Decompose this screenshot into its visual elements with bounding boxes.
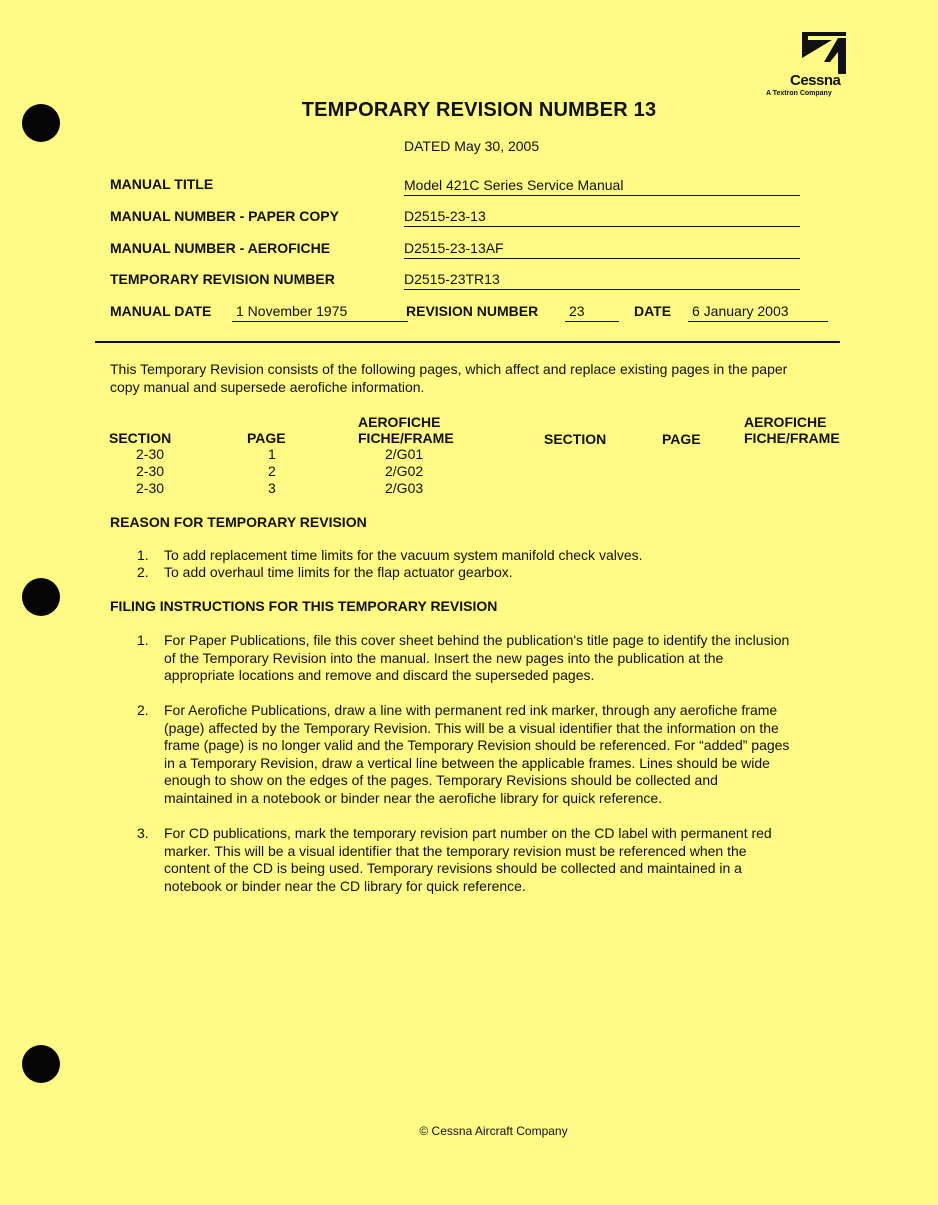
cell-frame: 2/G02: [385, 463, 424, 479]
cessna-logo-icon: [802, 32, 846, 74]
text-line: content of the CD is being used. Temporary revisions should be collected and maintained in a: [164, 860, 742, 876]
manual-title-value: Model 421C Series Service Manual: [404, 177, 800, 196]
cell-section: 2-30: [136, 446, 165, 462]
list-text: [164, 702, 789, 807]
manual-number-aerofiche-label: MANUAL NUMBER - AEROFICHE: [110, 240, 331, 256]
revision-number-value: 23: [565, 303, 619, 322]
text-line: appropriate locations and remove and discard the superseded pages.: [164, 667, 595, 683]
cell-page: 2: [268, 463, 276, 479]
logo-tagline: A Textron Company: [766, 90, 832, 97]
manual-title-label: MANUAL TITLE: [110, 176, 214, 192]
text-line: frame (page) is no longer valid and the Temporary Revision should be referenced. For “added” pages: [164, 737, 790, 753]
punch-hole-middle: [22, 578, 60, 616]
text-line: notebook or binder near the CD library for quick reference.: [164, 877, 526, 894]
cell-section: 2-30: [136, 463, 165, 479]
cell-page: 3: [268, 480, 276, 496]
manual-number-paper-label: MANUAL NUMBER - PAPER COPY: [110, 208, 339, 224]
list-text: To add replacement time limits for the vacuum system manifold check valves.: [164, 547, 643, 563]
list-number: 2.: [137, 564, 149, 580]
list-text: [164, 632, 789, 685]
text-line: For Aerofiche Publications, draw a line with permanent red ink marker, through any aerofiche frame: [164, 702, 778, 718]
date-label: DATE: [634, 303, 672, 319]
text-line: enough to show on the edges of the pages. Temporary Revisions should be collected and: [164, 772, 718, 788]
revision-number-label: REVISION NUMBER: [406, 303, 539, 319]
text-line: For CD publications, mark the temporary revision part number on the CD label with permanent red: [164, 825, 772, 841]
list-text: [164, 825, 772, 895]
col-header-page-right: PAGE: [662, 431, 701, 447]
dated-line: DATED May 30, 2005: [404, 138, 540, 154]
cessna-logo: [762, 30, 862, 102]
date-value: 6 January 2003: [688, 303, 828, 322]
col-header-page-left: PAGE: [247, 430, 286, 446]
cell-frame: 2/G01: [385, 446, 424, 462]
temp-revision-number-label: TEMPORARY REVISION NUMBER: [110, 271, 335, 287]
page-title: TEMPORARY REVISION NUMBER 13: [301, 99, 657, 121]
copyright: © Cessna Aircraft Company: [419, 1124, 568, 1138]
logo-brand: Cessna: [790, 72, 841, 89]
text-line: For Paper Publications, file this cover sheet behind the publication's title page to identify the inclusion: [164, 632, 790, 648]
text-line: of the Temporary Revision into the manual. Insert the new pages into the publication at the: [164, 649, 724, 666]
col-header-aerofiche-left-2: FICHE/FRAME: [358, 430, 454, 446]
text-line: maintained in a notebook or binder near the aerofiche library for quick reference.: [164, 789, 663, 806]
text-line: marker. This will be a visual identifier that the temporary revision must be referenced when the: [164, 842, 747, 859]
manual-number-aerofiche-value: D2515-23-13AF: [404, 240, 800, 259]
intro-paragraph: This Temporary Revision consists of the following pages, which affect and replace existing pages in the paper copy manual and supersede aerofiche information.: [110, 361, 788, 395]
cell-page: 1: [268, 446, 276, 462]
list-number: 3.: [137, 825, 149, 841]
divider: [95, 341, 840, 343]
list-text: To add overhaul time limits for the flap actuator gearbox.: [164, 564, 513, 580]
col-header-section-right: SECTION: [544, 431, 607, 447]
filing-heading: FILING INSTRUCTIONS FOR THIS TEMPORARY REVISION: [110, 598, 498, 614]
text-line: in a Temporary Revision, draw a vertical line between the applicable frames. Lines should be wide: [164, 754, 770, 771]
col-header-aerofiche-right-2: FICHE/FRAME: [744, 430, 840, 446]
list-number: 1.: [137, 547, 149, 563]
list-number: 2.: [137, 702, 149, 718]
col-header-section-left: SECTION: [109, 430, 172, 446]
list-number: 1.: [137, 632, 149, 648]
manual-date-value: 1 November 1975: [232, 303, 408, 322]
manual-date-label: MANUAL DATE: [110, 303, 212, 319]
cell-section: 2-30: [136, 480, 165, 496]
text-line: (page) affected by the Temporary Revision. This will be a visual identifier that the information on the: [164, 719, 779, 736]
temp-revision-number-value: D2515-23TR13: [404, 271, 800, 290]
col-header-aerofiche-right-1: AEROFICHE: [744, 414, 827, 430]
manual-number-paper-value: D2515-23-13: [404, 208, 800, 227]
cell-frame: 2/G03: [385, 480, 424, 496]
reason-heading: REASON FOR TEMPORARY REVISION: [110, 514, 367, 530]
punch-hole-bottom: [22, 1045, 60, 1083]
col-header-aerofiche-left-1: AEROFICHE: [358, 414, 441, 430]
